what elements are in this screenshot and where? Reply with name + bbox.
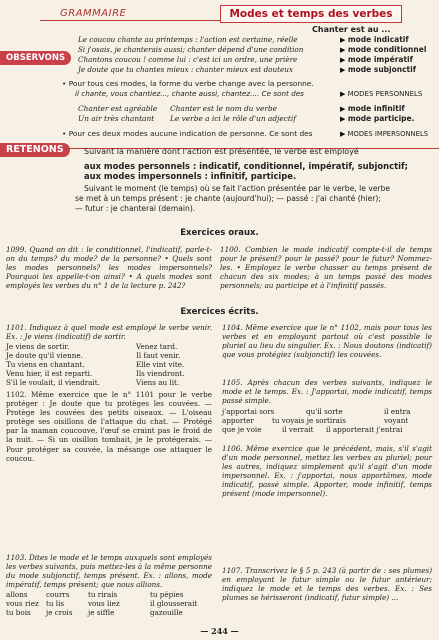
modes-personnels-label: ▶ MODES PERSONNELS xyxy=(340,90,423,98)
exercise-1103: 1103. Dites le mode et le temps auxquels sont employés les verbes suivants, puis mettez-les à la même personne du mode subjonctif, temps présent. Ex. : allons, mode impératif, temps présent; que nous allions. xyxy=(6,553,212,590)
inf-desc: Chanter est le nom du verbe xyxy=(170,104,277,113)
retenons-tag: RETENONS xyxy=(0,143,70,157)
obs-row-right: ▶ mode subjonctif xyxy=(340,65,416,74)
part-example: Un air très chantant xyxy=(78,114,155,123)
retenons-line: aux modes personnels : indicatif, conditionnel, impératif, subjonctif; xyxy=(84,161,408,171)
retenons-line: se met à un temps présent : je chante (aujourd'hui); — passé : j'ai chanté (hier); xyxy=(75,194,381,203)
exercise-1102: 1102. Même exercice que le n° 1101 pour le verbe protéger : Je doute que tu protèges les couvées. — Protège les couvées des petits oiseaux. — L'oiseau protège ses oisillons de l'attaque du chat. — Protégé par la maman coucouve, l'œuf se craint pas le froid de la nuit. — Si un oisillon tombait, je le protégerais. — Pour protéger sa couvée, la mésange ose attaquer le coucou. xyxy=(6,390,212,463)
retenons-line: Suivant la manière dont l'action est présentée, le verbe est employé xyxy=(84,147,359,156)
obs-row-left: Le coucou chante au printemps : l'action est certaine, réelle xyxy=(78,35,298,44)
header-rule xyxy=(40,20,220,21)
exercise-1105: 1105. Après chacun des verbes suivants, indiquez le mode et le temps. Ex. : J'apportai, mode indicatif, temps passé simple. xyxy=(222,378,432,406)
obs-row-left: Je doute que tu chantes mieux : chanter mieux est douteux xyxy=(78,65,293,74)
obs-row-left: Si j'osais, je chanterais aussi; chanter dépend d'une condition xyxy=(78,45,304,54)
retenons-line: Suivant le moment (le temps) où se fait l'action présentée par le verbe, le verbe xyxy=(84,184,391,193)
chanter-est-au: Chanter est au ... xyxy=(312,25,391,34)
grid-1105: j'apportai sors qu'il sorte il entra apporter tu voyais je sortirais voyant que je voie il verrait il apporterait j'entrai xyxy=(222,407,411,435)
exercise-1099: 1099. Quand on dit : le conditionnel, l'indicatif, parle-t-on du temps? du mode? de la personne? • Quels sont les modes personnels? les modes impersonnels? Pourquoi les appelle-t-on ainsi? • A quels modes sont employés les verbes du n° 1 de la lecture p. 242? xyxy=(6,245,212,291)
oraux-heading: Exercices oraux. xyxy=(180,228,259,238)
modes-impersonnels-label: ▶ MODES IMPERSONNELS xyxy=(340,130,429,138)
part-mode: ▶ mode participe. xyxy=(340,114,415,123)
inf-example: Chanter est agréable xyxy=(78,104,158,113)
grid-1101: Je viens de sortir. Venez tard. Je doute qu'il vienne. Il faut venir. Tu viens en chantant. Elle vint vite. Venu hier, il est reparti. Ils viendront. S'il le voulait, il viendrait. Viens au lit. xyxy=(6,342,185,388)
retenons-line: aux modes impersonnels : infinitif, participe. xyxy=(84,171,297,181)
ecrits-heading: Exercices écrits. xyxy=(180,307,259,317)
exercise-1106: 1106. Même exercice que le précédent, mais, s'il s'agit d'un mode personnel, mettez les verbes au pluriel; pour les autres, indiquez simplement qu'il s'agit d'un mode impersonnel. Ex. : j'apportai, nous apportâmes, mode indicatif, passé simple. Apporter, mode infinitif, temps présent (mode impersonnel). xyxy=(222,444,432,499)
exercise-1101: 1101. Indiquez à quel mode est employé le verbe venir. Ex. : Je viens (indicatif) de sortir. xyxy=(6,323,212,342)
exercise-1107: 1107. Transcrivez le § 5 p. 243 (à partir de : ses plumes) en employant le futur simple ou le futur antérieur; indiquez le mode et le temps des verbes. Ex. : Ses plumes se hérisseront (indicatif, futur simple) ... xyxy=(222,566,432,603)
exercise-1100: 1100. Combien le mode indicatif compte-t-il de temps pour le présent? pour le passé? pour le futur? Nommez-les. • Employez le verbe chasser au temps présent de chacun des six modes; à un temps passé des modes personnels; au participe et à l'infinitif passés. xyxy=(220,245,432,291)
obs-row-left: Chantons coucou ! comme lui : c'est ici un ordre, une prière xyxy=(78,55,298,64)
exercise-1104: 1104. Même exercice que le n° 1102, mais pour tous les verbes et en employant partout où c'est possible le pluriel au lieu du singulier. Ex. : Nous doutons (indicatif) que vous protégiez (subjonctif) les couvées. xyxy=(222,323,432,360)
bullet-personnes: • Pour tous ces modes, la forme du verbe change avec la personne. xyxy=(62,79,314,88)
obs-row-right: ▶ mode impératif xyxy=(340,55,413,64)
obs-row-right: ▶ mode indicatif xyxy=(340,35,409,44)
page-number: — 244 — xyxy=(200,626,239,636)
bullet-personnes-ex: il chante, vous chantiez..., chante aussi, chantez.... Ce sont des xyxy=(75,89,304,98)
retenons-line: — futur : je chanterai (demain). xyxy=(75,204,196,213)
page-title: Modes et temps des verbes xyxy=(220,5,402,23)
grid-1103: allons courrs tu rirais tu pépies vous riez tu lis vous liez il glousserait tu bois je crois je siffle gazouille xyxy=(6,590,198,618)
obs-row-right: ▶ mode conditionnel xyxy=(340,45,427,54)
observons-tag: OBSERVONS xyxy=(0,51,71,65)
inf-mode: ▶ mode infinitif xyxy=(340,104,405,113)
bullet-impersonnels: • Pour ces deux modes aucune indication de personne. Ce sont des xyxy=(62,129,313,138)
part-desc: Le verbe a ici le rôle d'un adjectif xyxy=(170,114,296,123)
section-label: GRAMMAIRE xyxy=(60,8,127,19)
